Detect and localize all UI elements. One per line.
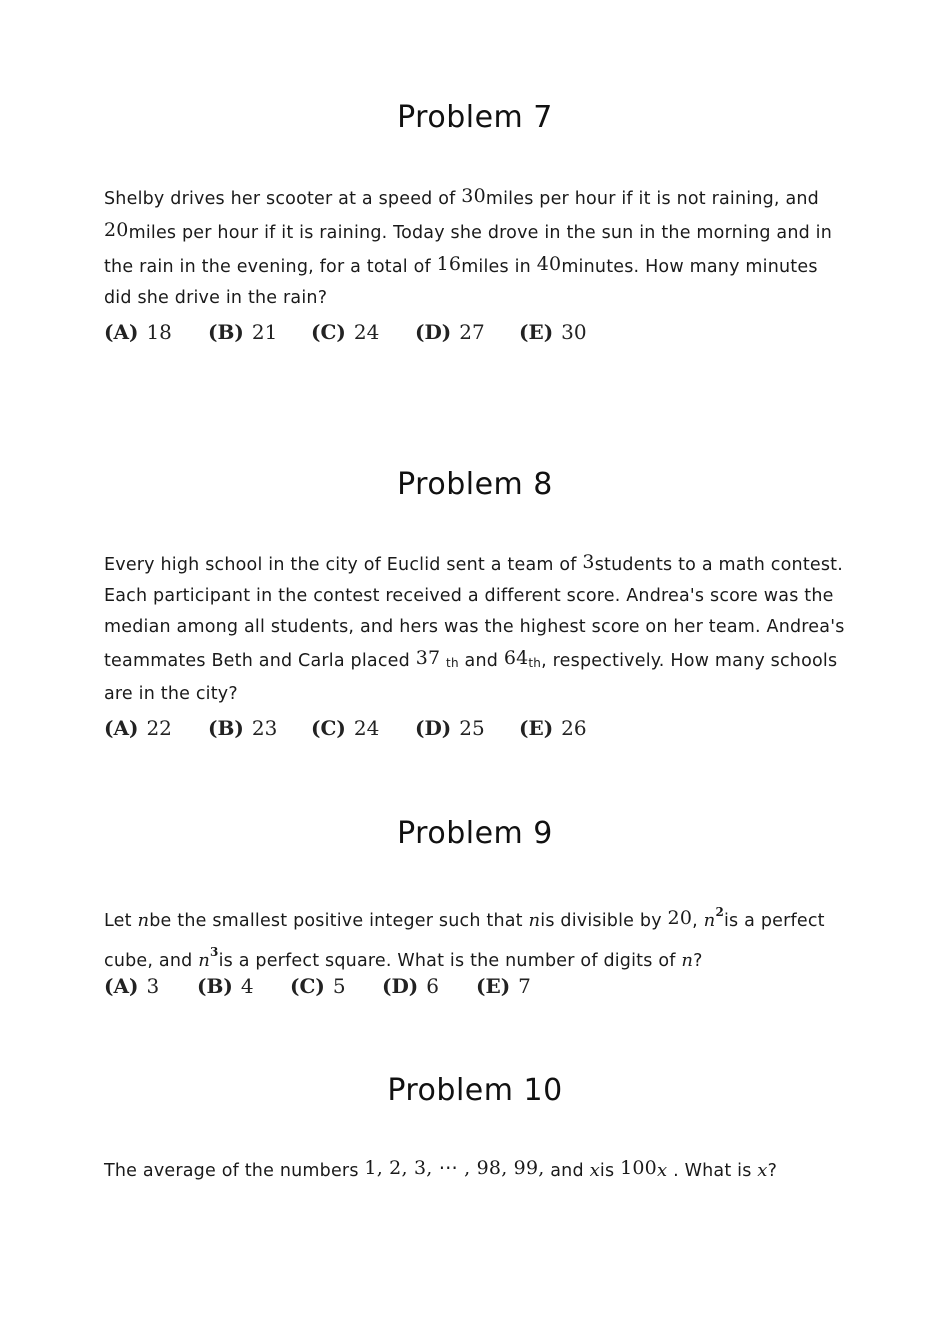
choice-e: (E) 26 xyxy=(519,716,587,740)
math-16: 16 xyxy=(436,253,462,275)
choice-a: (A) 22 xyxy=(104,716,172,740)
problem-9-title: Problem 9 xyxy=(397,816,553,851)
math-20: 20 xyxy=(104,219,129,241)
problem-8-title: Problem 8 xyxy=(397,467,553,502)
choice-d: (D) 25 xyxy=(415,716,485,740)
problem-8-choices xyxy=(104,716,587,740)
choice-e: (E) 7 xyxy=(476,974,531,998)
choice-d: (D) 27 xyxy=(415,320,485,344)
choice-d: (D) 6 xyxy=(382,974,440,998)
problem-10-text: The average of the numbers 1, 2, 3, ⋯ , 98, 99, and xis 100x . What is x? xyxy=(104,1157,778,1181)
choice-e: (E) 30 xyxy=(519,320,587,344)
math-20: 20 xyxy=(667,907,693,929)
choice-a: (A) 18 xyxy=(104,320,172,344)
math-30: 30 xyxy=(461,185,486,207)
math-3: 3 xyxy=(582,551,595,573)
math-100: 100 xyxy=(620,1157,657,1179)
problem-9-text: Let nbe the smallest positive integer such that nis divisible by 20, $n^2is$ a perfect cube, and $n^3is$ a perfect square. What is the number of digits of n? xyxy=(104,905,825,971)
problem-10-title: Problem 10 xyxy=(387,1073,563,1108)
choice-c: (C) 5 xyxy=(290,974,346,998)
choice-c: (C) 24 xyxy=(311,716,380,740)
math-sequence: 1, 2, 3, ⋯ , 98, 99, xyxy=(364,1157,545,1179)
problem-8-text: Every high school in the city of Euclid sent a team of 3students to a math contest. Each participant in the contest received a different score. Andrea's score was the median among all students, and hers was the highest score on her team. Andrea's teammates Beth and Carla placed 37 th and 64th, respectively. How many schools are in the city? xyxy=(104,551,845,704)
choice-b: (B) 4 xyxy=(197,974,254,998)
problem-7-title: Problem 7 xyxy=(397,100,553,135)
problem-7-text: Shelby drives her scooter at a speed of 30miles per hour if it is not raining, and 20miles per hour if it is raining. Today she drove in the sun in the morning and in the rain in the evening, for a total of 16miles in 40minutes. How many minutes did she drive in the rain? xyxy=(104,185,833,308)
problem-7-choices xyxy=(104,320,587,344)
choice-c: (C) 24 xyxy=(311,320,380,344)
choice-b: (B) 21 xyxy=(208,320,278,344)
math-40: 40 xyxy=(536,253,562,275)
math-64: 64 xyxy=(503,647,529,669)
problem-9-choices xyxy=(104,974,531,998)
math-37: 37 xyxy=(415,647,441,669)
choice-a: (A) 3 xyxy=(104,974,160,998)
choice-b: (B) 23 xyxy=(208,716,278,740)
